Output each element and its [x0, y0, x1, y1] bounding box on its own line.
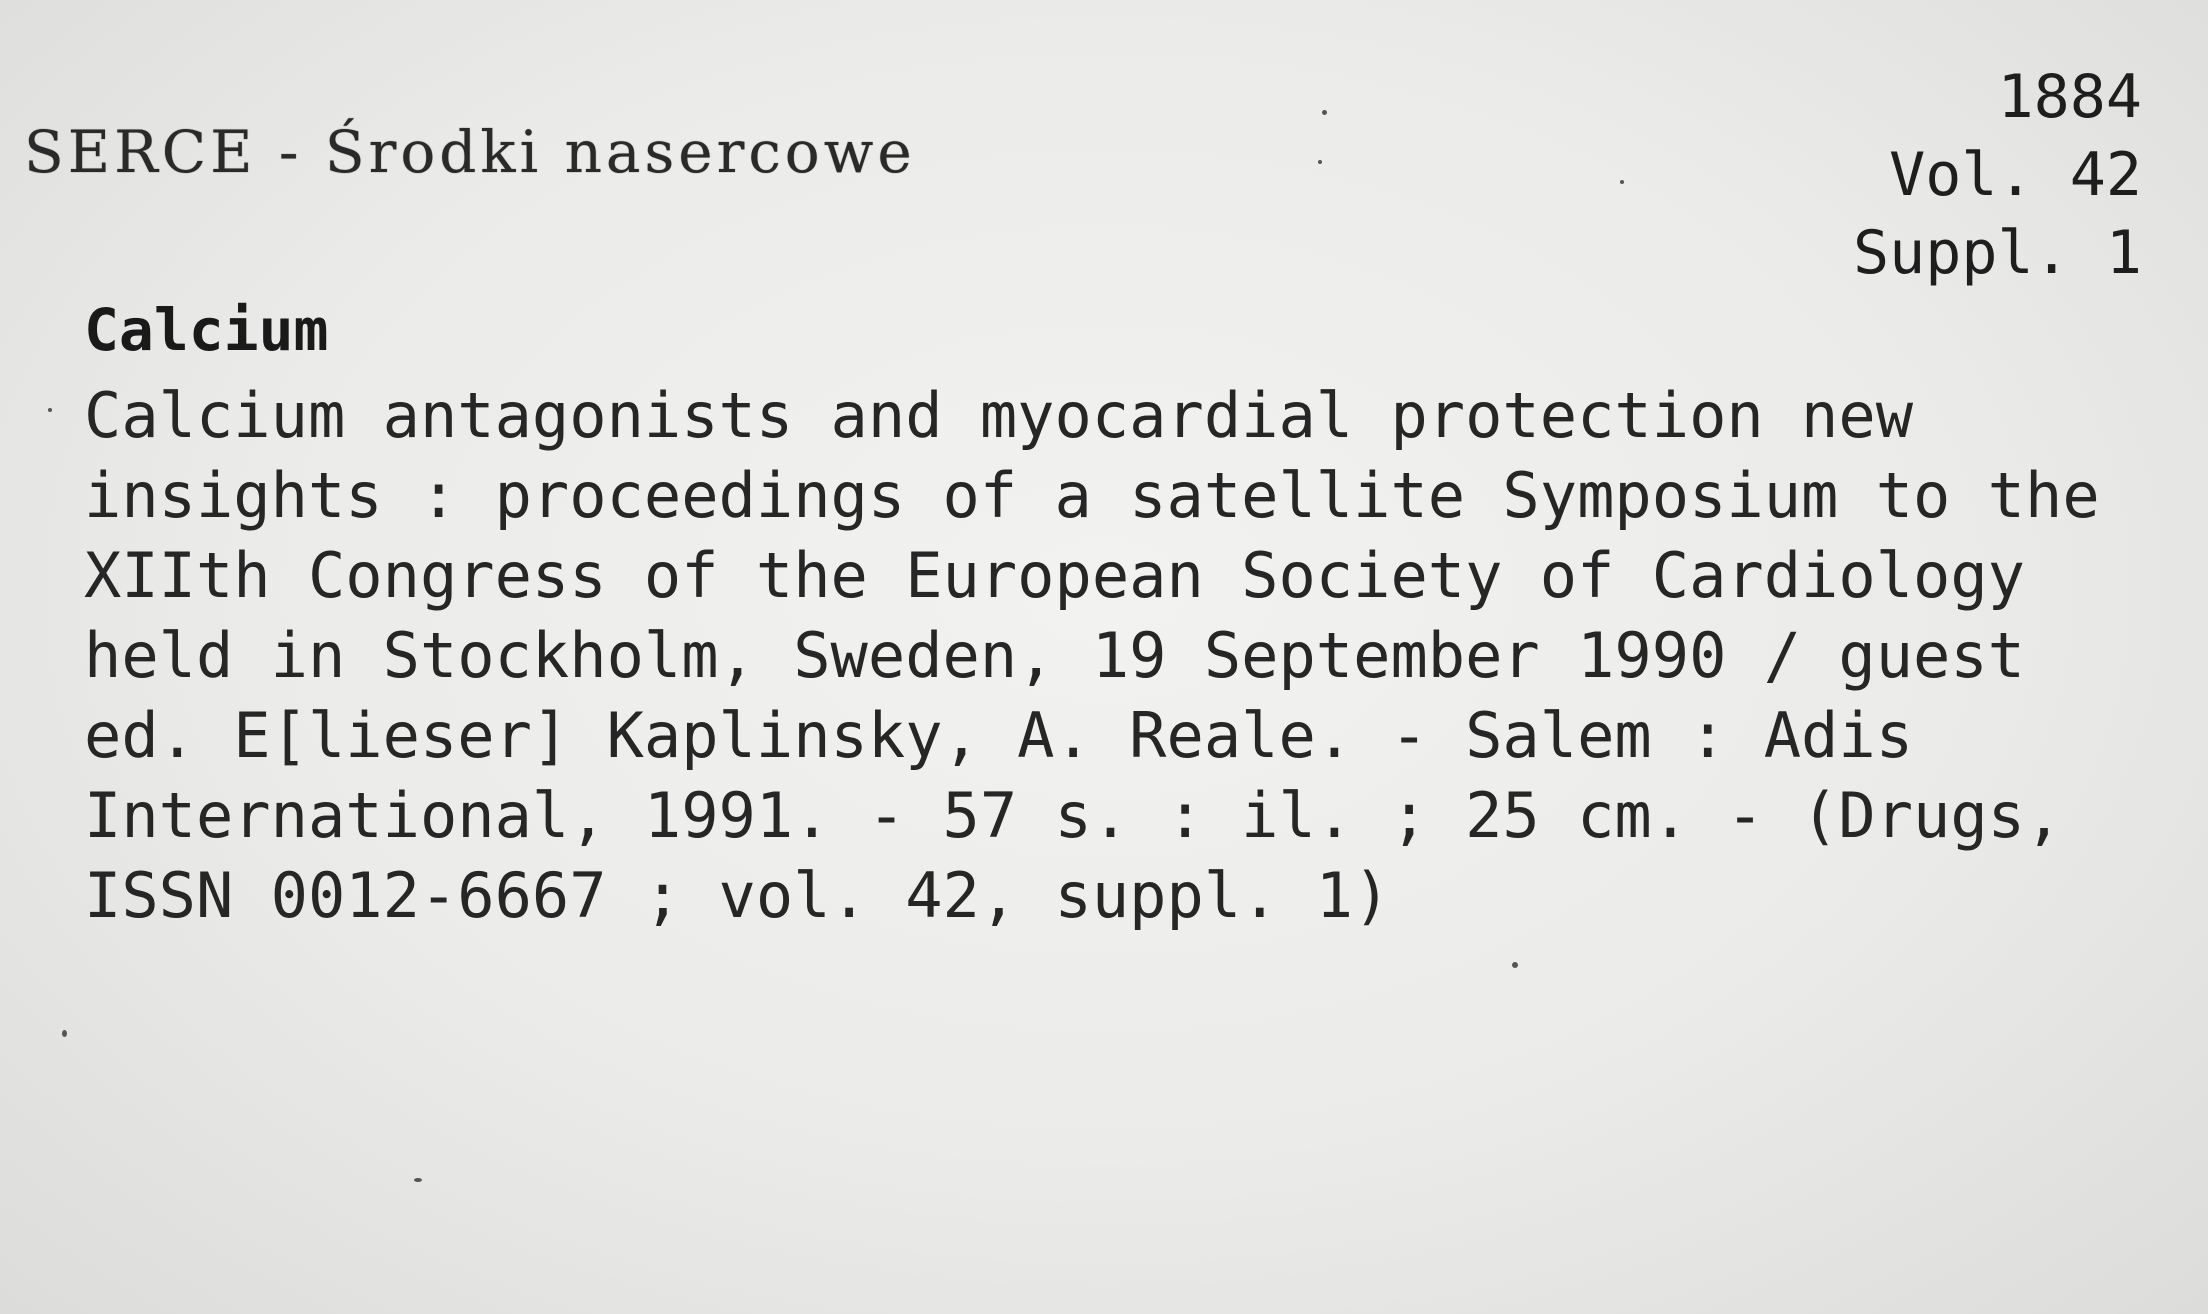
paper-speck	[1512, 962, 1518, 968]
paper-speck	[62, 1030, 67, 1037]
description-line: ed. E[lieser] Kaplinsky, A. Reale. - Salem : Adis	[84, 699, 1914, 772]
bibliographic-description	[84, 376, 2184, 936]
description-line: Calcium antagonists and myocardial protection new	[84, 379, 1914, 452]
paper-speck	[1322, 110, 1327, 115]
call-number: 1884	[1997, 62, 2142, 132]
description-line: insights : proceedings of a satellite Symposium to the	[84, 459, 2100, 532]
subject-heading: Calcium	[84, 296, 329, 364]
description-line: XIIth Congress of the European Society of Cardiology	[84, 539, 2026, 612]
volume-number: Vol. 42	[1889, 140, 2142, 210]
call-number-block	[1722, 58, 2142, 292]
paper-speck	[414, 1178, 422, 1182]
paper-speck	[1620, 180, 1624, 184]
card-heading: SERCE - Środki nasercowe	[24, 118, 916, 186]
supplement-number: Suppl. 1	[1853, 218, 2142, 288]
paper-speck	[48, 408, 52, 412]
description-line: International, 1991. - 57 s. : il. ; 25 cm. - (Drugs,	[84, 779, 2063, 852]
description-line: ISSN 0012-6667 ; vol. 42, suppl. 1)	[84, 859, 1391, 932]
description-line: held in Stockholm, Sweden, 19 September 1990 / guest	[84, 619, 2026, 692]
paper-speck	[1318, 160, 1322, 164]
